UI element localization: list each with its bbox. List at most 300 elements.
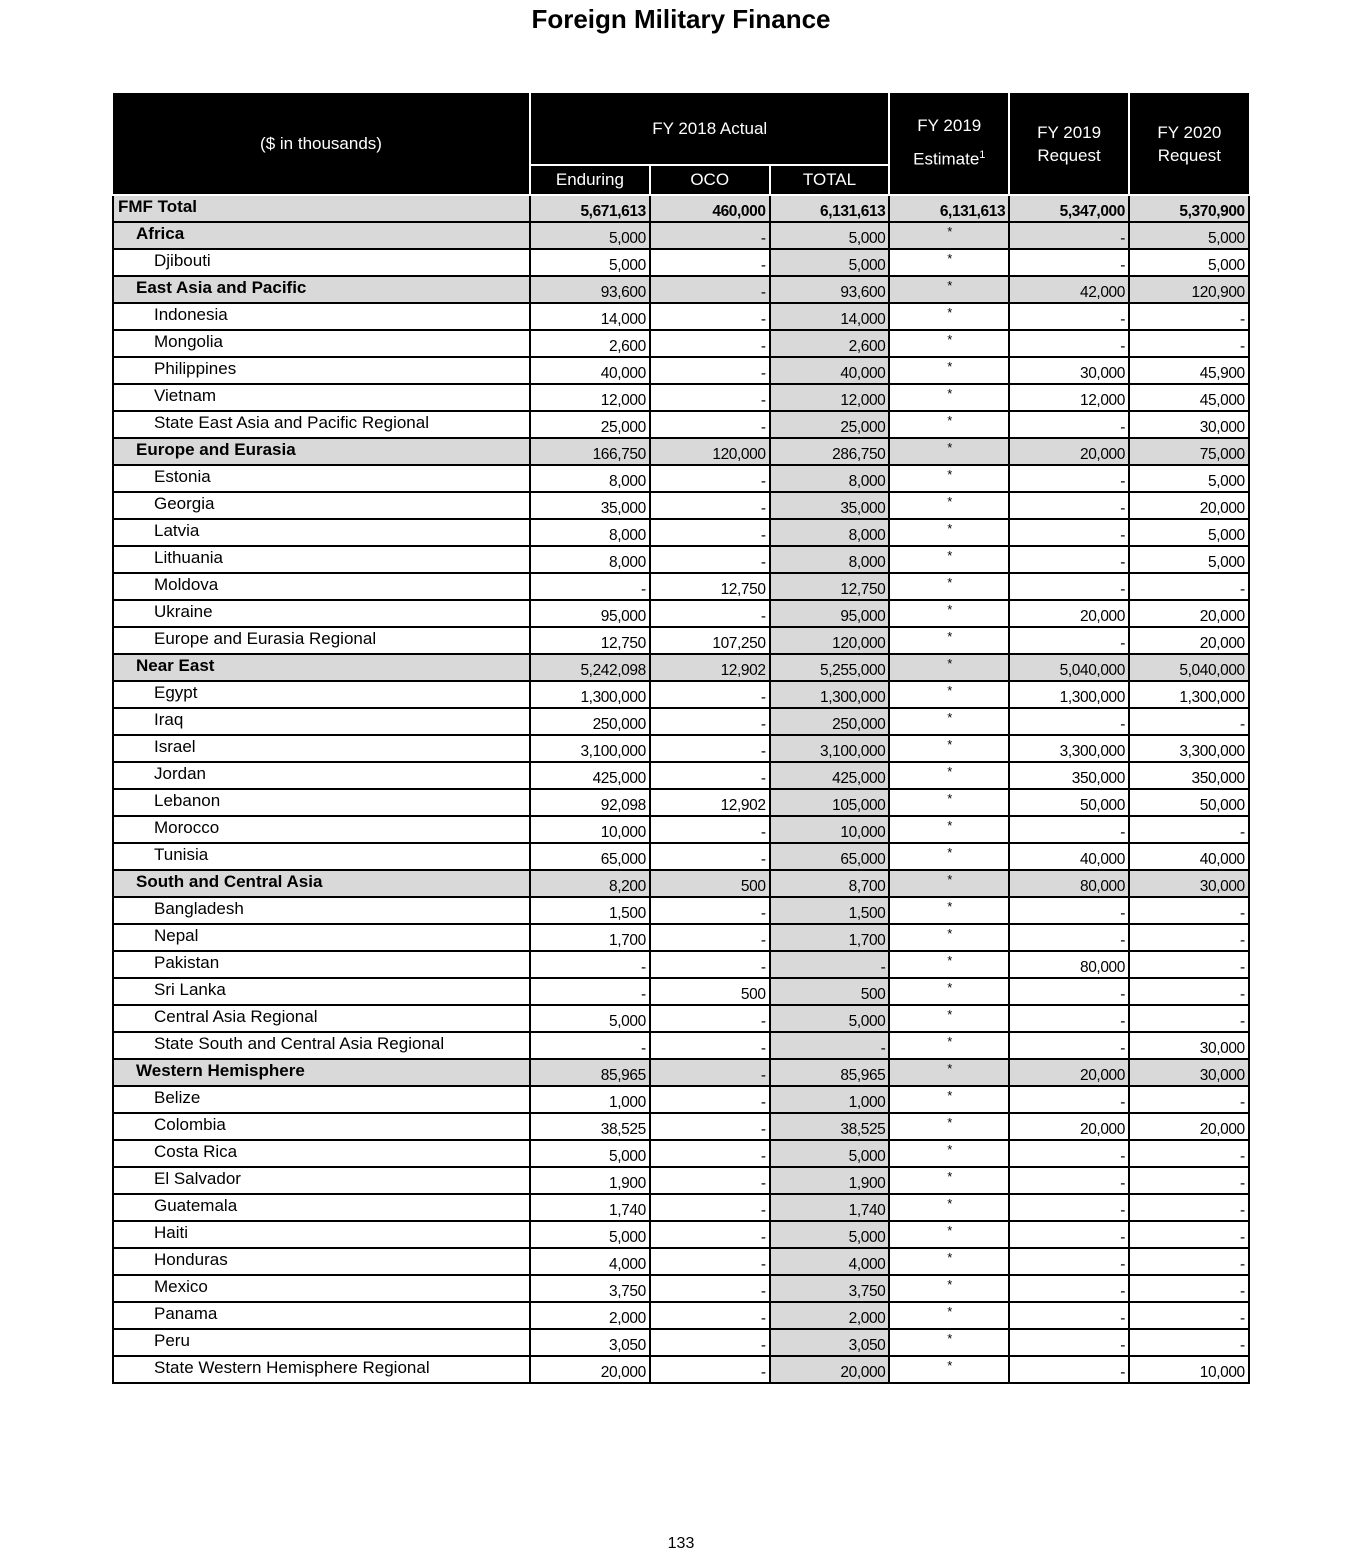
fy2020-request-cell: 120,900 xyxy=(1129,276,1249,303)
row-label: South and Central Asia xyxy=(113,870,530,897)
fy2019-estimate-cell: * xyxy=(889,357,1009,384)
row-label: Africa xyxy=(113,222,530,249)
enduring-cell: 8,200 xyxy=(530,870,650,897)
country-row xyxy=(113,843,1249,870)
fy2019-request-cell: 1,300,000 xyxy=(1009,681,1129,708)
row-label: Morocco xyxy=(113,816,530,843)
total-cell: 5,000 xyxy=(770,1140,890,1167)
oco-cell: 460,000 xyxy=(650,195,770,222)
fy2019-estimate-cell: * xyxy=(889,978,1009,1005)
oco-cell: - xyxy=(650,1194,770,1221)
fy2019-estimate-cell: 6,131,613 xyxy=(889,195,1009,222)
region-row xyxy=(113,654,1249,681)
oco-cell: - xyxy=(650,762,770,789)
fy2019-request-cell: - xyxy=(1009,708,1129,735)
total-cell: 38,525 xyxy=(770,1113,890,1140)
fy2020-request-cell: 30,000 xyxy=(1129,1032,1249,1059)
total-cell: - xyxy=(770,951,890,978)
fy2020-request-cell: 5,000 xyxy=(1129,546,1249,573)
country-row xyxy=(113,1167,1249,1194)
total-cell: 3,750 xyxy=(770,1275,890,1302)
fy2019-estimate-cell: * xyxy=(889,1275,1009,1302)
oco-cell: - xyxy=(650,681,770,708)
country-row xyxy=(113,1086,1249,1113)
row-label: Sri Lanka xyxy=(113,978,530,1005)
fy2019-estimate-cell: * xyxy=(889,222,1009,249)
fy2020-request-cell: - xyxy=(1129,1302,1249,1329)
fy2019-request-cell: - xyxy=(1009,222,1129,249)
enduring-cell: 12,000 xyxy=(530,384,650,411)
fy2019-estimate-cell: * xyxy=(889,870,1009,897)
oco-cell: - xyxy=(650,465,770,492)
country-row xyxy=(113,1221,1249,1248)
row-label: Pakistan xyxy=(113,951,530,978)
fy2020-request-cell: 5,000 xyxy=(1129,465,1249,492)
fy2020-request-cell: 350,000 xyxy=(1129,762,1249,789)
fy2019-estimate-cell: * xyxy=(889,708,1009,735)
enduring-cell: 250,000 xyxy=(530,708,650,735)
fy2019-estimate-cell: * xyxy=(889,249,1009,276)
oco-cell: - xyxy=(650,816,770,843)
fy2019-request-cell: - xyxy=(1009,411,1129,438)
oco-cell: 500 xyxy=(650,870,770,897)
total-cell: 14,000 xyxy=(770,303,890,330)
fy2019-request-cell: 30,000 xyxy=(1009,357,1129,384)
fy2020-request-cell: - xyxy=(1129,978,1249,1005)
oco-cell: - xyxy=(650,249,770,276)
oco-cell: - xyxy=(650,303,770,330)
fy2020-request-cell: - xyxy=(1129,897,1249,924)
row-label: Colombia xyxy=(113,1113,530,1140)
fy2019-request-cell: - xyxy=(1009,330,1129,357)
row-label: State Western Hemisphere Regional xyxy=(113,1356,530,1383)
total-cell: 5,000 xyxy=(770,1005,890,1032)
fy2019-estimate-cell: * xyxy=(889,627,1009,654)
fy2019-request-cell: - xyxy=(1009,1032,1129,1059)
row-label: Europe and Eurasia xyxy=(113,438,530,465)
row-label: Europe and Eurasia Regional xyxy=(113,627,530,654)
total-cell: 5,255,000 xyxy=(770,654,890,681)
fy2019-request-cell: - xyxy=(1009,1356,1129,1383)
fmf-table xyxy=(112,93,1250,1384)
enduring-cell: 92,098 xyxy=(530,789,650,816)
enduring-cell: - xyxy=(530,978,650,1005)
enduring-cell: 425,000 xyxy=(530,762,650,789)
oco-cell: - xyxy=(650,600,770,627)
total-cell: 1,900 xyxy=(770,1167,890,1194)
enduring-cell: 3,050 xyxy=(530,1329,650,1356)
fy2020-request-cell: 10,000 xyxy=(1129,1356,1249,1383)
fy2020-request-cell: 5,040,000 xyxy=(1129,654,1249,681)
enduring-cell: 1,900 xyxy=(530,1167,650,1194)
fy2019-estimate-cell: * xyxy=(889,411,1009,438)
fy2019-estimate-cell: * xyxy=(889,843,1009,870)
row-label: Moldova xyxy=(113,573,530,600)
country-row xyxy=(113,681,1249,708)
oco-cell: - xyxy=(650,519,770,546)
oco-cell: - xyxy=(650,1248,770,1275)
oco-cell: - xyxy=(650,411,770,438)
fy2020-request-cell: - xyxy=(1129,924,1249,951)
row-label: Latvia xyxy=(113,519,530,546)
country-row xyxy=(113,1140,1249,1167)
total-cell: 95,000 xyxy=(770,600,890,627)
enduring-cell: 1,740 xyxy=(530,1194,650,1221)
total-cell: 65,000 xyxy=(770,843,890,870)
fy2020-request-cell: - xyxy=(1129,303,1249,330)
oco-cell: - xyxy=(650,951,770,978)
oco-cell: - xyxy=(650,1275,770,1302)
fy2020-request-cell: 40,000 xyxy=(1129,843,1249,870)
oco-cell: - xyxy=(650,735,770,762)
total-cell: 8,000 xyxy=(770,465,890,492)
oco-cell: - xyxy=(650,1302,770,1329)
country-row xyxy=(113,330,1249,357)
total-cell: 8,700 xyxy=(770,870,890,897)
fy2019-request-cell: - xyxy=(1009,1248,1129,1275)
enduring-cell: 8,000 xyxy=(530,546,650,573)
enduring-cell: - xyxy=(530,1032,650,1059)
fy2019-estimate-cell: * xyxy=(889,1032,1009,1059)
oco-cell: - xyxy=(650,384,770,411)
fy2019-request-cell: - xyxy=(1009,573,1129,600)
fy2019-estimate-cell: * xyxy=(889,1248,1009,1275)
fy2019-estimate-cell: * xyxy=(889,303,1009,330)
fy2019-estimate-cell: * xyxy=(889,816,1009,843)
enduring-cell: 5,000 xyxy=(530,1140,650,1167)
fy2019-request-cell: - xyxy=(1009,1167,1129,1194)
fy2019-estimate-cell: * xyxy=(889,1140,1009,1167)
fy2020-request-cell: - xyxy=(1129,1194,1249,1221)
row-label: Western Hemisphere xyxy=(113,1059,530,1086)
row-label: Georgia xyxy=(113,492,530,519)
total-cell: 8,000 xyxy=(770,519,890,546)
oco-cell: 12,902 xyxy=(650,789,770,816)
oco-cell: - xyxy=(650,924,770,951)
fy2019-estimate-cell: * xyxy=(889,1059,1009,1086)
enduring-cell: 8,000 xyxy=(530,465,650,492)
country-row xyxy=(113,492,1249,519)
fy2019-request-cell: 40,000 xyxy=(1009,843,1129,870)
row-label: Lebanon xyxy=(113,789,530,816)
country-row xyxy=(113,303,1249,330)
total-header: TOTAL xyxy=(770,165,890,195)
enduring-cell: 25,000 xyxy=(530,411,650,438)
fy2019-request-cell: 42,000 xyxy=(1009,276,1129,303)
country-row xyxy=(113,762,1249,789)
row-label: Estonia xyxy=(113,465,530,492)
fy2020-request-cell: 3,300,000 xyxy=(1129,735,1249,762)
enduring-cell: 38,525 xyxy=(530,1113,650,1140)
row-label: Israel xyxy=(113,735,530,762)
fy2020-request-cell: - xyxy=(1129,1167,1249,1194)
enduring-cell: 65,000 xyxy=(530,843,650,870)
enduring-cell: 93,600 xyxy=(530,276,650,303)
total-cell: 1,700 xyxy=(770,924,890,951)
row-label: Bangladesh xyxy=(113,897,530,924)
fy2019-request-cell: 80,000 xyxy=(1009,951,1129,978)
total-row xyxy=(113,195,1249,222)
fy2019-estimate-cell: * xyxy=(889,735,1009,762)
fy2019-estimate-cell: * xyxy=(889,1113,1009,1140)
enduring-header: Enduring xyxy=(530,165,650,195)
enduring-cell: 8,000 xyxy=(530,519,650,546)
region-row xyxy=(113,276,1249,303)
fy2019-estimate-cell: * xyxy=(889,951,1009,978)
oco-cell: - xyxy=(650,897,770,924)
row-label: Indonesia xyxy=(113,303,530,330)
oco-cell: - xyxy=(650,1032,770,1059)
total-cell: 1,300,000 xyxy=(770,681,890,708)
fy2020-request-header xyxy=(1129,93,1249,195)
total-cell: 425,000 xyxy=(770,762,890,789)
fy2019-request-cell: 12,000 xyxy=(1009,384,1129,411)
country-row xyxy=(113,924,1249,951)
country-row xyxy=(113,978,1249,1005)
fy2019-estimate-cell: * xyxy=(889,438,1009,465)
enduring-cell: 5,671,613 xyxy=(530,195,650,222)
fy2020-request-cell: - xyxy=(1129,1086,1249,1113)
fy2019-request-cell: 50,000 xyxy=(1009,789,1129,816)
enduring-cell: 5,000 xyxy=(530,1005,650,1032)
total-cell: 120,000 xyxy=(770,627,890,654)
row-label: FMF Total xyxy=(113,195,530,222)
country-row xyxy=(113,384,1249,411)
total-cell: 2,000 xyxy=(770,1302,890,1329)
fy2020-request-cell: 20,000 xyxy=(1129,600,1249,627)
fy2020-request-cell: 20,000 xyxy=(1129,492,1249,519)
region-row xyxy=(113,222,1249,249)
table-header xyxy=(113,93,1249,195)
fy2019-request-cell: - xyxy=(1009,1194,1129,1221)
oco-cell: - xyxy=(650,276,770,303)
fy2019-request-cell: - xyxy=(1009,1275,1129,1302)
fy2020-request-cell: - xyxy=(1129,708,1249,735)
fy2020-request-cell: 30,000 xyxy=(1129,411,1249,438)
total-cell: 4,000 xyxy=(770,1248,890,1275)
fy2020-request-cell: 30,000 xyxy=(1129,870,1249,897)
row-label: Haiti xyxy=(113,1221,530,1248)
fy2019-request-cell: 5,040,000 xyxy=(1009,654,1129,681)
fy2019-request-cell: 80,000 xyxy=(1009,870,1129,897)
oco-cell: - xyxy=(650,1086,770,1113)
enduring-cell: 3,100,000 xyxy=(530,735,650,762)
region-row xyxy=(113,870,1249,897)
total-cell: 10,000 xyxy=(770,816,890,843)
fy2020-request-cell: - xyxy=(1129,1005,1249,1032)
fy2019-estimate-cell: * xyxy=(889,924,1009,951)
oco-header: OCO xyxy=(650,165,770,195)
fy2018-actual-header: FY 2018 Actual xyxy=(530,93,889,165)
fy2019-estimate-cell: * xyxy=(889,1005,1009,1032)
oco-cell: 500 xyxy=(650,978,770,1005)
enduring-cell: - xyxy=(530,951,650,978)
total-cell: 12,750 xyxy=(770,573,890,600)
oco-cell: - xyxy=(650,1329,770,1356)
fy2019-estimate-cell: * xyxy=(889,1356,1009,1383)
row-label: Near East xyxy=(113,654,530,681)
fy2019-request-cell: 5,347,000 xyxy=(1009,195,1129,222)
fy2019-estimate-cell: * xyxy=(889,573,1009,600)
fy2019-request-cell: - xyxy=(1009,816,1129,843)
fy2019-request-cell: - xyxy=(1009,627,1129,654)
fy2020-request-cell: - xyxy=(1129,330,1249,357)
total-cell: 2,600 xyxy=(770,330,890,357)
total-cell: 1,740 xyxy=(770,1194,890,1221)
fy2019-request-cell: 20,000 xyxy=(1009,600,1129,627)
fy2019-request-cell: - xyxy=(1009,1302,1129,1329)
oco-cell: - xyxy=(650,1059,770,1086)
country-row xyxy=(113,1113,1249,1140)
total-cell: 93,600 xyxy=(770,276,890,303)
row-label: Belize xyxy=(113,1086,530,1113)
enduring-cell: 1,500 xyxy=(530,897,650,924)
fy2019-estimate-cell: * xyxy=(889,1302,1009,1329)
total-cell: 40,000 xyxy=(770,357,890,384)
fy2020-request-cell: 45,000 xyxy=(1129,384,1249,411)
fy2020-request-label: FY 2020 Request xyxy=(1157,122,1222,165)
enduring-cell: 12,750 xyxy=(530,627,650,654)
total-cell: 105,000 xyxy=(770,789,890,816)
fy2020-request-cell: - xyxy=(1129,1221,1249,1248)
footnote-marker: 1 xyxy=(979,149,986,162)
enduring-cell: 5,242,098 xyxy=(530,654,650,681)
page-title: Foreign Military Finance xyxy=(531,4,831,34)
fy2019-request-cell: - xyxy=(1009,303,1129,330)
oco-cell: 12,902 xyxy=(650,654,770,681)
fy2020-request-cell: 5,000 xyxy=(1129,519,1249,546)
country-row xyxy=(113,546,1249,573)
fy2019-request-cell: - xyxy=(1009,1221,1129,1248)
fy2019-request-cell: 3,300,000 xyxy=(1009,735,1129,762)
enduring-cell: 85,965 xyxy=(530,1059,650,1086)
fy2019-request-label: FY 2019 Request xyxy=(1037,122,1102,165)
oco-cell: 120,000 xyxy=(650,438,770,465)
total-cell: 286,750 xyxy=(770,438,890,465)
row-label: Honduras xyxy=(113,1248,530,1275)
enduring-cell: 1,700 xyxy=(530,924,650,951)
oco-cell: - xyxy=(650,843,770,870)
country-row xyxy=(113,1302,1249,1329)
enduring-cell: 5,000 xyxy=(530,249,650,276)
oco-cell: - xyxy=(650,708,770,735)
fy2020-request-cell: 5,370,900 xyxy=(1129,195,1249,222)
enduring-cell: 40,000 xyxy=(530,357,650,384)
fy2019-request-cell: 350,000 xyxy=(1009,762,1129,789)
total-cell: 35,000 xyxy=(770,492,890,519)
enduring-cell: 10,000 xyxy=(530,816,650,843)
fy2019-estimate-word: Estimate xyxy=(913,149,980,169)
country-row xyxy=(113,249,1249,276)
country-row xyxy=(113,600,1249,627)
fy2019-request-cell: - xyxy=(1009,978,1129,1005)
fy2019-estimate-cell: * xyxy=(889,546,1009,573)
oco-cell: - xyxy=(650,357,770,384)
country-row xyxy=(113,708,1249,735)
row-label: State South and Central Asia Regional xyxy=(113,1032,530,1059)
fy2019-request-header xyxy=(1009,93,1129,195)
total-cell: 1,000 xyxy=(770,1086,890,1113)
country-row xyxy=(113,627,1249,654)
country-row xyxy=(113,816,1249,843)
table-body xyxy=(113,195,1249,1383)
fy2019-estimate-cell: * xyxy=(889,276,1009,303)
oco-cell: 107,250 xyxy=(650,627,770,654)
enduring-cell: 1,300,000 xyxy=(530,681,650,708)
fy2019-estimate-cell: * xyxy=(889,1221,1009,1248)
fy2019-estimate-cell: * xyxy=(889,492,1009,519)
total-cell: 8,000 xyxy=(770,546,890,573)
fy2020-request-cell: 20,000 xyxy=(1129,627,1249,654)
row-label: Lithuania xyxy=(113,546,530,573)
enduring-cell: 1,000 xyxy=(530,1086,650,1113)
fy2019-estimate-cell: * xyxy=(889,681,1009,708)
fy2019-request-cell: - xyxy=(1009,465,1129,492)
enduring-cell: 3,750 xyxy=(530,1275,650,1302)
fy2019-request-cell: - xyxy=(1009,546,1129,573)
row-label: Guatemala xyxy=(113,1194,530,1221)
fy2020-request-cell: 30,000 xyxy=(1129,1059,1249,1086)
country-row xyxy=(113,573,1249,600)
row-label: Peru xyxy=(113,1329,530,1356)
fy2019-request-cell: - xyxy=(1009,519,1129,546)
fy2019-estimate-cell: * xyxy=(889,789,1009,816)
total-cell: 250,000 xyxy=(770,708,890,735)
country-row xyxy=(113,411,1249,438)
enduring-cell: 4,000 xyxy=(530,1248,650,1275)
total-cell: 5,000 xyxy=(770,249,890,276)
row-label: Iraq xyxy=(113,708,530,735)
total-cell: 5,000 xyxy=(770,222,890,249)
country-row xyxy=(113,357,1249,384)
enduring-cell: 5,000 xyxy=(530,1221,650,1248)
fy2019-estimate-cell: * xyxy=(889,654,1009,681)
row-label: East Asia and Pacific xyxy=(113,276,530,303)
fy2019-estimate-line2 xyxy=(913,140,985,175)
oco-cell: - xyxy=(650,1113,770,1140)
fy2019-request-cell: - xyxy=(1009,924,1129,951)
country-row xyxy=(113,735,1249,762)
total-cell: 3,100,000 xyxy=(770,735,890,762)
fy2019-request-cell: 20,000 xyxy=(1009,438,1129,465)
enduring-cell: - xyxy=(530,573,650,600)
fy2019-request-cell: - xyxy=(1009,249,1129,276)
country-row xyxy=(113,1248,1249,1275)
enduring-cell: 95,000 xyxy=(530,600,650,627)
row-label: Ukraine xyxy=(113,600,530,627)
oco-cell: - xyxy=(650,222,770,249)
total-cell: 12,000 xyxy=(770,384,890,411)
fy2020-request-cell: - xyxy=(1129,951,1249,978)
total-cell: 6,131,613 xyxy=(770,195,890,222)
row-label: Vietnam xyxy=(113,384,530,411)
enduring-cell: 2,600 xyxy=(530,330,650,357)
enduring-cell: 5,000 xyxy=(530,222,650,249)
fy2019-estimate-cell: * xyxy=(889,330,1009,357)
fy2020-request-cell: 20,000 xyxy=(1129,1113,1249,1140)
country-row xyxy=(113,1032,1249,1059)
row-label: Panama xyxy=(113,1302,530,1329)
oco-cell: - xyxy=(650,1167,770,1194)
total-cell: 25,000 xyxy=(770,411,890,438)
region-row xyxy=(113,438,1249,465)
oco-cell: 12,750 xyxy=(650,573,770,600)
row-label: Costa Rica xyxy=(113,1140,530,1167)
total-cell: 5,000 xyxy=(770,1221,890,1248)
row-label: State East Asia and Pacific Regional xyxy=(113,411,530,438)
fy2019-estimate-cell: * xyxy=(889,384,1009,411)
country-row xyxy=(113,789,1249,816)
